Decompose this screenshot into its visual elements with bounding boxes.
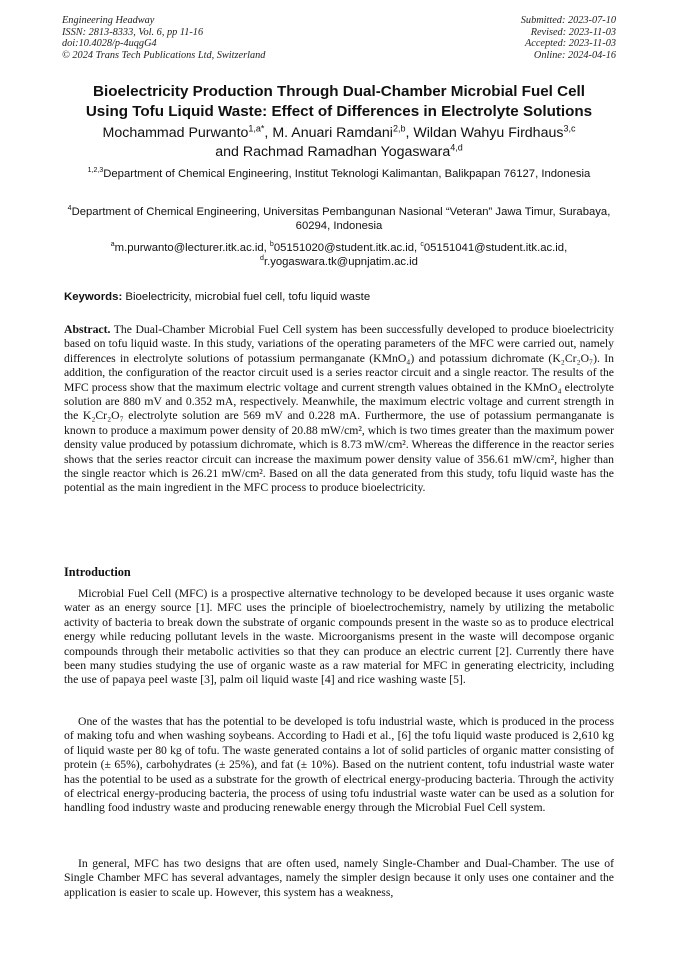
- abstract: [64, 323, 614, 496]
- author-name: Wildan Wahyu Firdhaus: [413, 125, 564, 141]
- email-link[interactable]: m.purwanto@lecturer.itk.ac.id,: [114, 242, 270, 254]
- author-line-2: [40, 143, 638, 162]
- keywords-label: Keywords:: [64, 291, 123, 303]
- section-heading-introduction: Introduction: [64, 565, 131, 579]
- author-separator: ,: [264, 125, 273, 141]
- author-affiliation-mark: 4,d: [450, 141, 463, 152]
- journal-doi[interactable]: doi:10.4028/p-4uqgG4: [62, 38, 157, 50]
- date-online: Online: 2024-04-16: [533, 49, 616, 61]
- author-name: and Rachmad Ramadhan Yogaswara: [215, 143, 451, 160]
- email-link[interactable]: r.yogaswara.tk@upnjatim.ac.id: [263, 256, 418, 269]
- journal-name: Engineering Headway: [62, 15, 155, 26]
- author-affiliation-mark: 3,c: [563, 123, 576, 134]
- affiliation-1: [64, 167, 614, 181]
- title-line-2: Using Tofu Liquid Waste: Effect of Differences in Electrolyte Solutions: [85, 102, 593, 120]
- journal-copyright: © 2024 Trans Tech Publications Ltd, Switzerland: [62, 49, 266, 61]
- affiliation-2: [64, 205, 614, 233]
- email-link[interactable]: 05151020@student.itk.ac.id,: [273, 242, 421, 254]
- affiliation-mark: 4: [67, 205, 72, 213]
- author-emails: [64, 241, 614, 269]
- abstract-label: Abstract.: [64, 323, 111, 336]
- keywords-text: Bioelectricity, microbial fuel cell, tofu liquid waste: [122, 291, 371, 303]
- date-submitted: Submitted: 2023-07-10: [520, 15, 616, 26]
- abstract-text: The Dual-Chamber Microbial Fuel Cell system has been successfully developed to produce bioelectricity based on tofu liquid waste. In this study, variations of the operating parameters of the MFC were carried out, namely differences in electrolyte solutions of potassium permanganate (KMnO₄) and potassium dichromate (K₂Cr₂O₇). In addition, the configuration of the reactor circuit used is a series reactor circuit and a single reactor. The results of the MFC process show that the maximum electric voltage and current strength values obtained in the KMnO₄ electrolyte solution are 880 mV and 0.352 mA, respectively. Meanwhile, the maximum electric voltage and current strength in the K₂Cr₂O₇ electrolyte solution are 569 mV and 0.228 mA. Furthermore, the use of potassium permanganate is known to produce a maximum power density of 20.88 mW/cm², which is two times greater than the maximum power density value produced by potassium dichromate, which is 8.73 mW/cm². Whereas the difference in the reactor series shows that the series reactor circuit can increase the maximum power density value of 356.61 mW/cm², higher than the single reactor which is 26.21 mW/cm². Based on all the data generated from this study, tofu liquid waste has the potential as the main ingredient in the MFC process to produce bioelectricity.: [64, 323, 614, 495]
- title-line-1: Bioelectricity Production Through Dual-Chamber Microbial Fuel Cell: [93, 83, 585, 100]
- affiliation-mark: 1,2,3: [87, 167, 104, 175]
- author-line-1: [40, 124, 638, 143]
- email-mark: b: [269, 241, 274, 249]
- date-accepted: Accepted: 2023-11-03: [524, 38, 616, 50]
- author-separator: ,: [405, 125, 414, 141]
- affiliation-text: Department of Chemical Engineering, Institut Teknologi Kalimantan, Balikpapan 76127, Indonesia: [103, 168, 591, 180]
- author-list: [40, 124, 638, 161]
- journal-issn: ISSN: 2813-8333, Vol. 6, pp 11-16: [62, 26, 204, 38]
- paper-title: [40, 82, 638, 121]
- intro-paragraph-3: In general, MFC has two designs that are often used, namely Single-Chamber and Dual-Chamber. The use of Single Chamber MFC has several advantages, namely the simpler design because it only uses one container and the application is easier to scale up. However, this system has a weakness,: [64, 857, 614, 899]
- intro-paragraph-2: One of the wastes that has the potential to be developed is tofu industrial waste, which is produced in the process of making tofu and when washing soybeans. According to Hadi et al., [6] the tofu liquid waste produced is 2,610 kg of liquid waste per 80 kg of tofu. The waste generated contains a lot of solid particles of organic matter consisting of protein (± 65%), carbohydrates (± 25%), and fat (± 10%). Based on the nutrient content, tofu industrial waste water has the potential to be used as a substrate for the growth of electrical energy-producing bacteria. Through the activity of electrical energy-producing bacteria, the process of using tofu industrial waste water can be used as a solution for handling food industry waste and producing renewable energy through the Microbial Fuel Cell system.: [64, 715, 614, 815]
- date-revised: Revised: 2023-11-03: [530, 26, 616, 38]
- email-link[interactable]: 05151041@student.itk.ac.id,: [423, 242, 568, 254]
- email-mark: d: [260, 255, 264, 263]
- journal-header-right: [521, 15, 616, 61]
- author-name: Mochammad Purwanto: [102, 125, 249, 141]
- author-affiliation-mark: 2,b: [392, 123, 406, 134]
- keywords: [64, 290, 614, 304]
- email-line-1: [64, 241, 614, 255]
- email-mark: a: [110, 241, 115, 249]
- author-affiliation-mark: 1,a*: [248, 123, 265, 134]
- intro-paragraph-1: Microbial Fuel Cell (MFC) is a prospective alternative technology to be developed because it uses organic waste water as an energy source [1]. MFC uses the principle of bioelectrochemistry, namely by utilizing the metabolic activity of bacteria to break down the substrate of organic compounds present in the waste so as to produce electrical energy while reducing pollutant levels in the waste. Microorganisms present in the waste will decompose organic compounds through their metabolic activities so that they can produce an electric current [2]. Currently there have been many studies studying the use of organic waste as a raw material for MFC in generating electricity, including the use of papaya peel waste [3], palm oil liquid waste [4] and rice washing waste [5].: [64, 587, 614, 687]
- email-line-2: [64, 255, 614, 269]
- affiliation-text: Department of Chemical Engineering, Universitas Pembangunan Nasional “Veteran” Jawa Timur, Surabaya, 60294, Indonesia: [71, 206, 611, 233]
- journal-header-left: [62, 15, 265, 61]
- email-mark: c: [420, 241, 424, 249]
- author-name: M. Anuari Ramdani: [272, 125, 393, 141]
